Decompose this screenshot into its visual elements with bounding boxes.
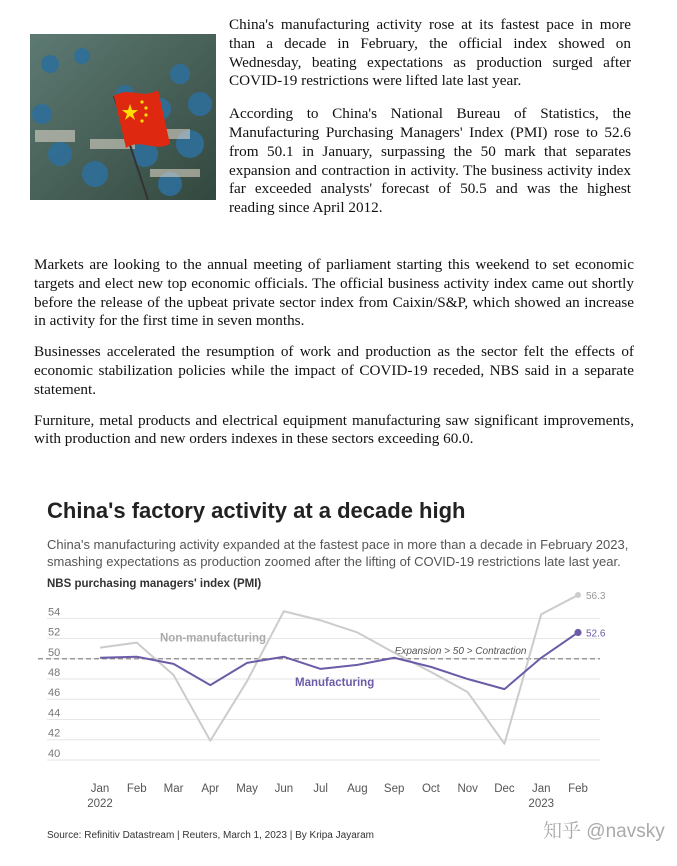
pmi-chart [0, 490, 677, 866]
y-tick-label: 46 [48, 687, 61, 700]
article-body [34, 256, 634, 461]
y-tick-label: 52 [48, 626, 61, 639]
x-tick-label: Jan [90, 783, 110, 795]
x-tick-label: May [236, 783, 258, 795]
chart-y-axis-label: NBS purchasing managers' index (PMI) [47, 578, 262, 590]
series-end-value-label: 52.6 [586, 628, 606, 640]
intro-paragraph: According to China's National Bureau of Statistics, the Manufacturing Purchasing Managers' Index (PMI) rose to 52.6 from 50.1 in January, surpassing the 50 mark that separates expansion and contraction in activity. The business activity index far exceeded analysts' forecast of 50.5 and was the highest reading since April 2012. [229, 105, 631, 217]
x-tick-label: Apr [201, 783, 220, 795]
y-tick-label: 48 [48, 667, 61, 680]
x-tick-label: Feb [126, 783, 147, 795]
x-tick-label: Oct [421, 783, 440, 795]
chart-subtitle: China's manufacturing activity expanded at the fastest pace in more than a decade in February 2023, smashing expectations as production zoomed after the lifting of COVID-19 restrictions late last year. [47, 537, 629, 569]
x-year-label: 2023 [528, 798, 555, 810]
series-end-value-label: 56.3 [586, 591, 606, 603]
x-tick-label: Sep [383, 783, 405, 795]
x-tick-label: Jan [531, 783, 551, 795]
x-tick-label: Mar [163, 783, 184, 795]
watermark: 知乎 @navsky [543, 821, 665, 842]
x-tick-label: Dec [494, 783, 515, 795]
non-manufacturing-series-line [100, 595, 578, 744]
y-tick-label: 44 [48, 707, 61, 720]
body-paragraph: Markets are looking to the annual meeting of parliament starting this weekend to set economic targets and elect new top economic officials. The official business activity index came out shortly before the release of the upbeat private sector index from Caixin/S&P, which showed an increase in activity for the first time in seven months. [34, 256, 634, 330]
chart-plot-area [0, 590, 677, 840]
body-paragraph: Businesses accelerated the resumption of work and production as the sector felt the effects of economic stabilization policies while the impact of COVID-19 receded, NBS said in a separate statement. [34, 343, 634, 398]
chart-title: China's factory activity at a decade high [47, 498, 466, 523]
y-tick-label: 50 [48, 646, 61, 659]
series-end-point [575, 592, 581, 598]
y-tick-label: 54 [48, 606, 61, 619]
factory-workers-flag-photo [30, 34, 216, 200]
x-tick-label: Feb [568, 783, 588, 795]
x-tick-label: Nov [457, 783, 478, 795]
y-tick-label: 42 [48, 727, 61, 740]
y-tick-label: 40 [48, 747, 61, 760]
series-end-point [574, 629, 581, 636]
x-year-label: 2022 [87, 798, 113, 810]
article-photo-factory-flag [30, 34, 216, 200]
intro-paragraph: China's manufacturing activity rose at its fastest pace in more than a decade in February, the official index showed on Wednesday, beating expectations as production surged after COVID-19 restrictions were lifted late last year. [229, 16, 631, 90]
x-tick-label: Jun [274, 783, 294, 795]
body-paragraph: Furniture, metal products and electrical equipment manufacturing saw significant improvements, with production and new orders indexes in these sectors exceeding 60.0. [34, 411, 634, 448]
non-manufacturing-series-label: Non-manufacturing [160, 632, 267, 645]
article-intro [229, 16, 631, 232]
x-tick-label: Aug [347, 783, 368, 795]
chart-source: Source: Refinitiv Datastream | Reuters, March 1, 2023 | By Kripa Jayaram [47, 830, 374, 841]
reference-line-label: Expansion > 50 > Contraction [394, 645, 527, 657]
x-tick-label: Jul [313, 783, 328, 795]
manufacturing-series-label: Manufacturing [295, 677, 375, 690]
